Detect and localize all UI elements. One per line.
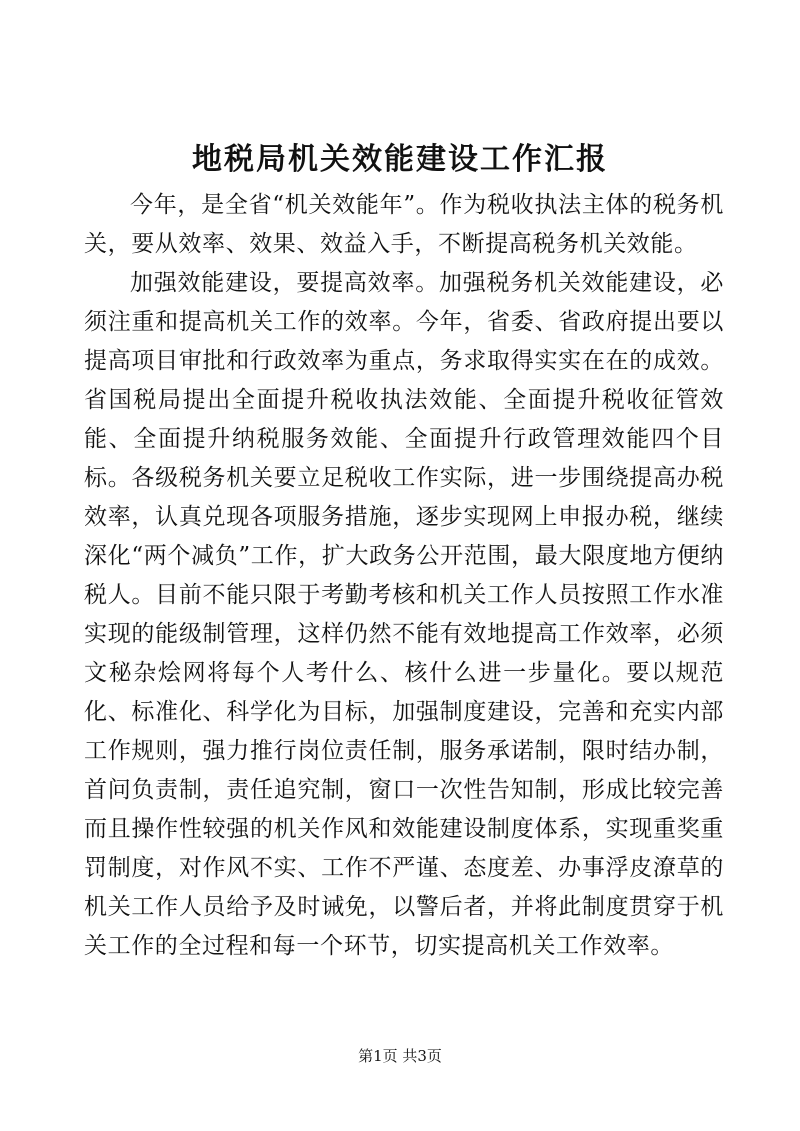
page-footer: 第1页 共3页 (358, 1047, 442, 1065)
document-body (84, 186, 724, 966)
paragraph-efficiency: 加强效能建设，要提高效率。加强税务机关效能建设，必须注重和提高机关工作的效率。今年，省委、省政府提出要以提高项目审批和行政效率为重点，务求取得实实在在的成效。省国税局提出全面提升税收执法效能、全面提升税收征管效能、全面提升纳税服务效能、全面提升行政管理效能四个目标。各级税务机关要立足税收工作实际，进一步围绕提高办税效率，认真兑现各项服务措施，逐步实现网上申报办税，继续深化“两个减负”工作，扩大政务公开范围，最大限度地方便纳税人。目前不能只限于考勤考核和机关工作人员按照工作水准实现的能级制管理，这样仍然不能有效地提高工作效率，必须文秘杂烩网将每个人考什么、核什么进一步量化。要以规范化、标准化、科学化为目标，加强制度建设，完善和充实内部工作规则，强力推行岗位责任制，服务承诺制，限时结办制，首问负责制，责任追究制，窗口一次性告知制，形成比较完善而且操作性较强的机关作风和效能建设制度体系，实现重奖重罚制度，对作风不实、工作不严谨、态度差、办事浮皮潦草的机关工作人员给予及时诫免，以警后者，并将此制度贯穿于机关工作的全过程和每一个环节，切实提高机关工作效率。 (84, 270, 724, 959)
page-title: 地税局机关效能建设工作汇报 (192, 142, 608, 177)
paragraph-intro: 今年，是全省“机关效能年”。作为税收执法主体的税务机关，要从效率、效果、效益入手，不断提高税务机关效能。 (84, 192, 724, 257)
